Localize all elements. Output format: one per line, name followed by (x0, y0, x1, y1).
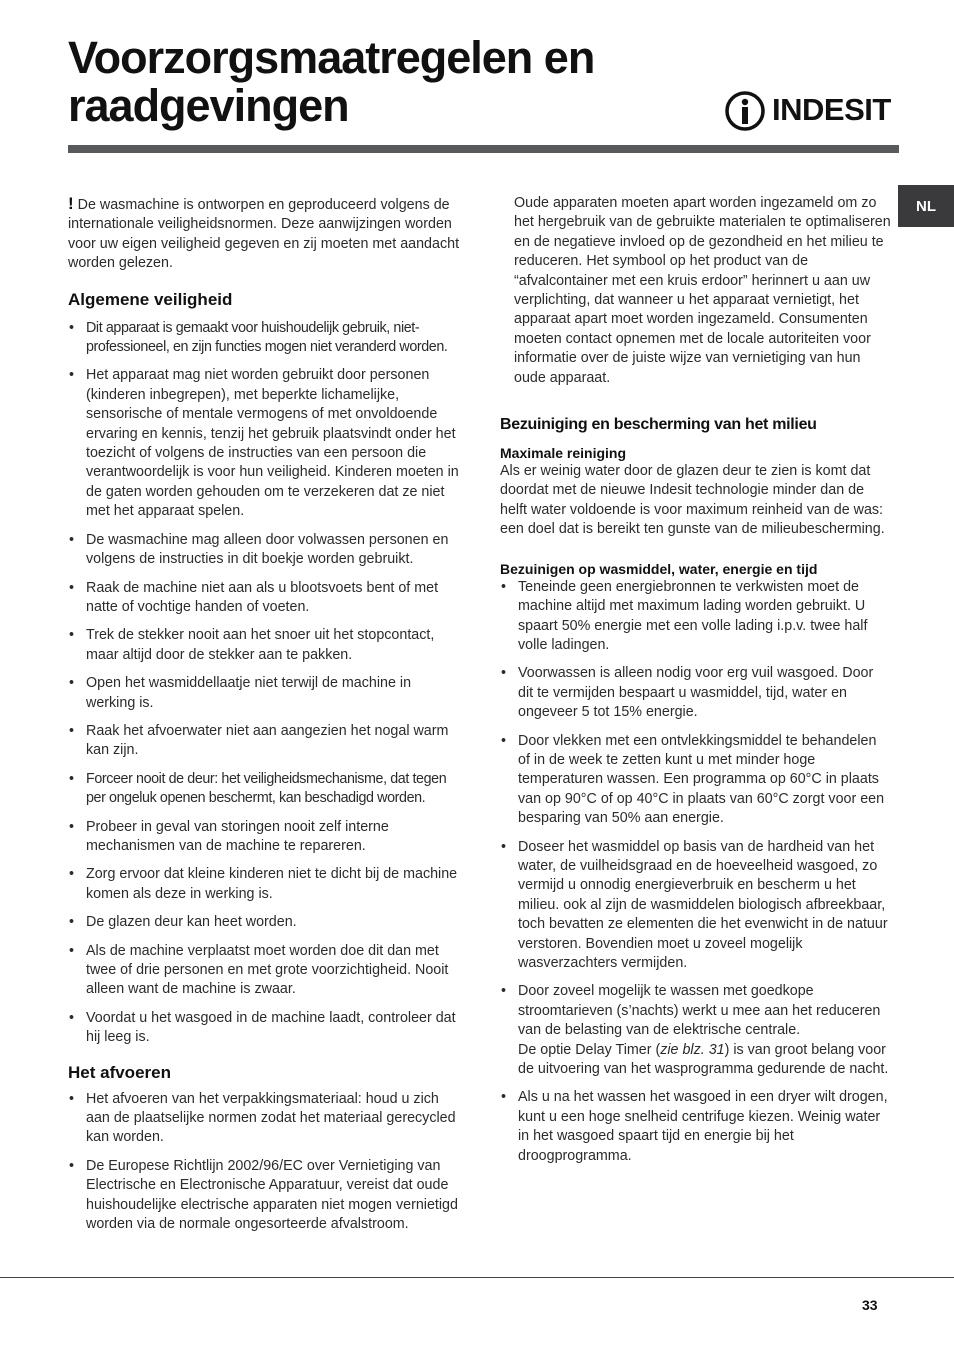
safety-list (68, 319, 460, 1048)
list-item: • Voordat u het wasgoed in de machine laadt, controleer dat hij leeg is. (68, 1009, 460, 1048)
disposal-list (68, 1090, 460, 1235)
list-item: • Door vlekken met een ontvlekkingsmiddel te behandelen of in de week te zetten kunt u met minder hoge temperaturen wassen. Een programma op 60°C in plaats van op 90°C of op 40°C in plaats van 60°C zorgt voor een besparing van 50% aan energie. (500, 732, 892, 829)
right-column (500, 194, 892, 1175)
economy-list (500, 578, 892, 1166)
list-item: • De glazen deur kan heet worden. (68, 913, 460, 932)
intro-text: De wasmachine is ontworpen en geproduceerd volgens de internationale veiligheidsnormen. Deze aanwijzingen worden voor uw eigen veiligheid gegeven en zij moeten met aandacht worden gelezen. (68, 197, 460, 272)
night-tariff-text: Door zoveel mogelijk te wassen met goedkope stroomtarieven (s’nachts) werkt u mee aan het reduceren van de belasting van de elektrische centrale. (518, 983, 881, 1039)
left-column (68, 194, 460, 1243)
heading-general-safety: Algemene veiligheid (68, 289, 233, 309)
list-item: • Raak de machine niet aan als u blootsvoets bent of met natte of vochtige handen of voeten. (68, 579, 460, 618)
delay-text-before: De optie Delay Timer ( (518, 1041, 661, 1058)
page-title (68, 34, 594, 130)
warning-icon: ! (68, 194, 74, 213)
list-item: • Open het wasmiddellaatje niet terwijl de machine in werking is. (68, 674, 460, 713)
disposal-continuation: Oude apparaten moeten apart worden ingezameld om zo het hergebruik van de gebruikte materialen te optimaliseren en de negatieve invloed op de gezondheid en het milieu te reduceren. Het symbool op het product van de “afvalcontainer met een kruis erdoor” herinnert u aan uw verplichting, dat wanneer u het apparaat vernietigt, het apparaat apart moet worden ingezameld. Consumenten moeten contact opnemen met de locale autoriteiten voor informatie over de juiste wijze van vernietiging van hun oude apparaat. (514, 195, 891, 386)
header-divider (68, 145, 899, 153)
list-item: • Dit apparaat is gemaakt voor huishoudelijk gebruik, niet-professioneel, en zijn functies mogen niet veranderd worden. (68, 319, 460, 358)
list-item: • Als u na het wassen het wasgoed in een dryer wilt drogen, kunt u een hoge snelheid centrifuge kiezen. Weinig water in het wasgoed spaart tijd en energie bij het droogprogramma. (500, 1088, 892, 1166)
list-item: • Zorg ervoor dat kleine kinderen niet te dicht bij de machine komen als deze in werking is. (68, 865, 460, 904)
list-item: • Trek de stekker nooit aan het snoer uit het stopcontact, maar altijd door de stekker aan te pakken. (68, 626, 460, 665)
list-item: • Het apparaat mag niet worden gebruikt door personen (kinderen inbegrepen), met beperkte lichamelijke, sensorische of mentale vermogens of met onvoldoende ervaring en kennis, tenzij het gebruik plaatsvindt onder het toezicht of volgens de instructies van een persoon die verantwoordelijk is voor hun veiligheid. Kinderen moeten in de gaten worden gehouden om te verzekeren dat ze niet met het apparaat spelen. (68, 366, 460, 521)
delay-text-after: ) is van groot belang voor de uitvoering van het wasprogramma gedurende de nacht. (518, 1041, 889, 1078)
page-number: 33 (862, 1297, 878, 1313)
list-item: • De wasmachine mag alleen door volwassen personen en volgens de instructies in dit boekje worden gebruikt. (68, 531, 460, 570)
list-item: • Als de machine verplaatst moet worden doe dit dan met twee of drie personen en met grote voorzichtigheid. Nooit alleen want de machine is zwaar. (68, 942, 460, 1000)
heading-environment: Bezuiniging en bescherming van het milieu (500, 416, 817, 434)
list-item: • Voorwassen is alleen nodig voor erg vuil wasgoed. Door dit te vermijden bespaart u wasmiddel, tijd, water en ongeveer 5 tot 15% energie. (500, 664, 892, 722)
list-item: • Doseer het wasmiddel op basis van de hardheid van het water, de vuilheidsgraad en de hoeveelheid wasgoed, zo vermijd u onnodig energieverbruik en bescherm u het milieu. ook al zijn de wasmiddelen biologisch afbreekbaar, toch bevatten ze elementen die het evenwicht in de natuur verstoren. Bovendien moet u zoveel mogelijk wasverzachters vermijden. (500, 838, 892, 974)
indesit-i-icon (724, 90, 768, 132)
heading-economy: Bezuinigen op wasmiddel, water, energie en tijd (500, 560, 818, 577)
list-item: • Het afvoeren van het verpakkingsmateriaal: houd u zich aan de plaatselijke normen zodat het materiaal gerecycled kan worden. (68, 1090, 460, 1148)
logo-wordmark: INDESIT (772, 92, 891, 127)
heading-max-cleaning: Maximale reiniging (500, 445, 627, 462)
indesit-logo (724, 90, 894, 132)
list-item: • Probeer in geval van storingen nooit zelf interne mechanismen van de machine te repareren. (68, 818, 460, 857)
heading-disposal: Het afvoeren (68, 1062, 171, 1082)
max-cleaning-text: Als er weinig water door de glazen deur te zien is komt dat doordat met de nieuwe Indesit technologie minder dan de helft water voldoende is voor maximum reinheid van de was: een doel dat is bereikt ten gunste van de milieubescherming. (500, 463, 885, 538)
list-item: • Raak het afvoerwater niet aan aangezien het nogal warm kan zijn. (68, 722, 460, 761)
list-item: • Teneinde geen energiebronnen te verkwisten moet de machine altijd met maximum lading worden gebruikt. U spaart 50% energie met een volle lading i.p.v. twee half volle ladingen. (500, 578, 892, 656)
footer-divider (0, 1277, 954, 1278)
title-line-1: Voorzorgsmaatregelen en (68, 32, 595, 83)
language-tab: NL (898, 185, 954, 227)
list-item: • De Europese Richtlijn 2002/96/EC over Vernietiging van Electrische en Electronische Apparatuur, vereist dat oude huishoudelijke electrische apparaten niet mogen vernietigd worden via de normale ongesorteerde afvalstroom. (68, 1157, 460, 1235)
title-line-2: raadgevingen (68, 80, 349, 131)
list-item (500, 982, 892, 1079)
page-reference: zie blz. 31 (660, 1041, 725, 1058)
intro-paragraph (68, 194, 460, 274)
list-item: • Forceer nooit de deur: het veiligheidsmechanisme, dat tegen per ongeluk openen beschermt, kan beschadigd worden. (68, 770, 460, 809)
